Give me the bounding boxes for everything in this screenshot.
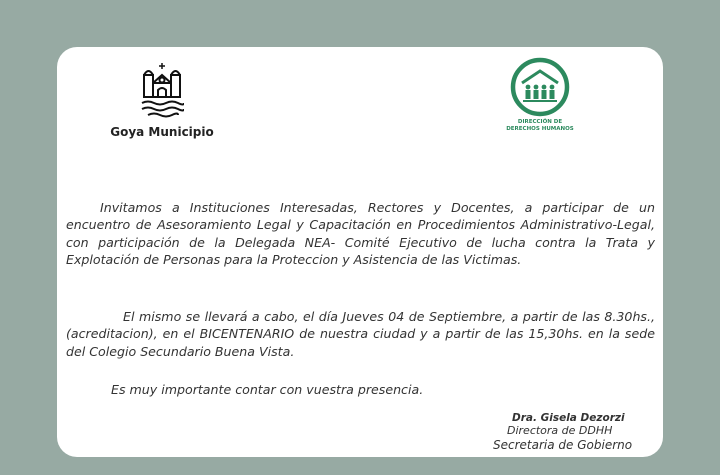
paragraph-3-text: Es muy importante contar con vuestra presencia. <box>111 382 424 397</box>
human-rights-icon <box>508 57 572 117</box>
church-icon <box>140 59 184 119</box>
paragraph-2-text: El mismo se llevará a cabo, el día Jueves 04 de Septiembre, a partir de las 8.30hs.,(acreditacion), en el BICENTENARIO de nuestra ciudad y a partir de las 15,30hs. en la sede del Colegio Secundario Buena Vista. <box>66 309 655 359</box>
signature-role: Directora de DDHH <box>507 424 613 437</box>
paragraph-invitation <box>66 199 655 269</box>
ddhh-caption-line1: DIRECCIÓN DE <box>517 119 563 125</box>
paragraph-1-text: Invitamos a Instituciones Interesadas, Rectores y Docentes, a participar de un encuentro de Asesoramiento Legal y Capacitación en Procedimientos Administrativo-Legal, con participación de la Delegada NEA- Comité Ejecutivo de lucha contra la Trata y Explotación de Personas para la Proteccion y Asistencia de las Victimas. <box>66 200 655 268</box>
signature-org: Secretaria de Gobierno <box>493 438 633 452</box>
signature-name: Dra. Gisela Dezorzi <box>512 412 625 424</box>
invitation-card <box>57 47 663 457</box>
signature-block <box>445 412 645 453</box>
ddhh-caption-line2: DERECHOS HUMANOS <box>506 126 574 132</box>
ddhh-logo <box>495 57 585 133</box>
paragraph-closing <box>66 381 655 398</box>
paragraph-details <box>66 308 655 360</box>
goya-caption: Goya Municipio <box>110 125 214 139</box>
goya-municipio-logo <box>107 59 217 139</box>
